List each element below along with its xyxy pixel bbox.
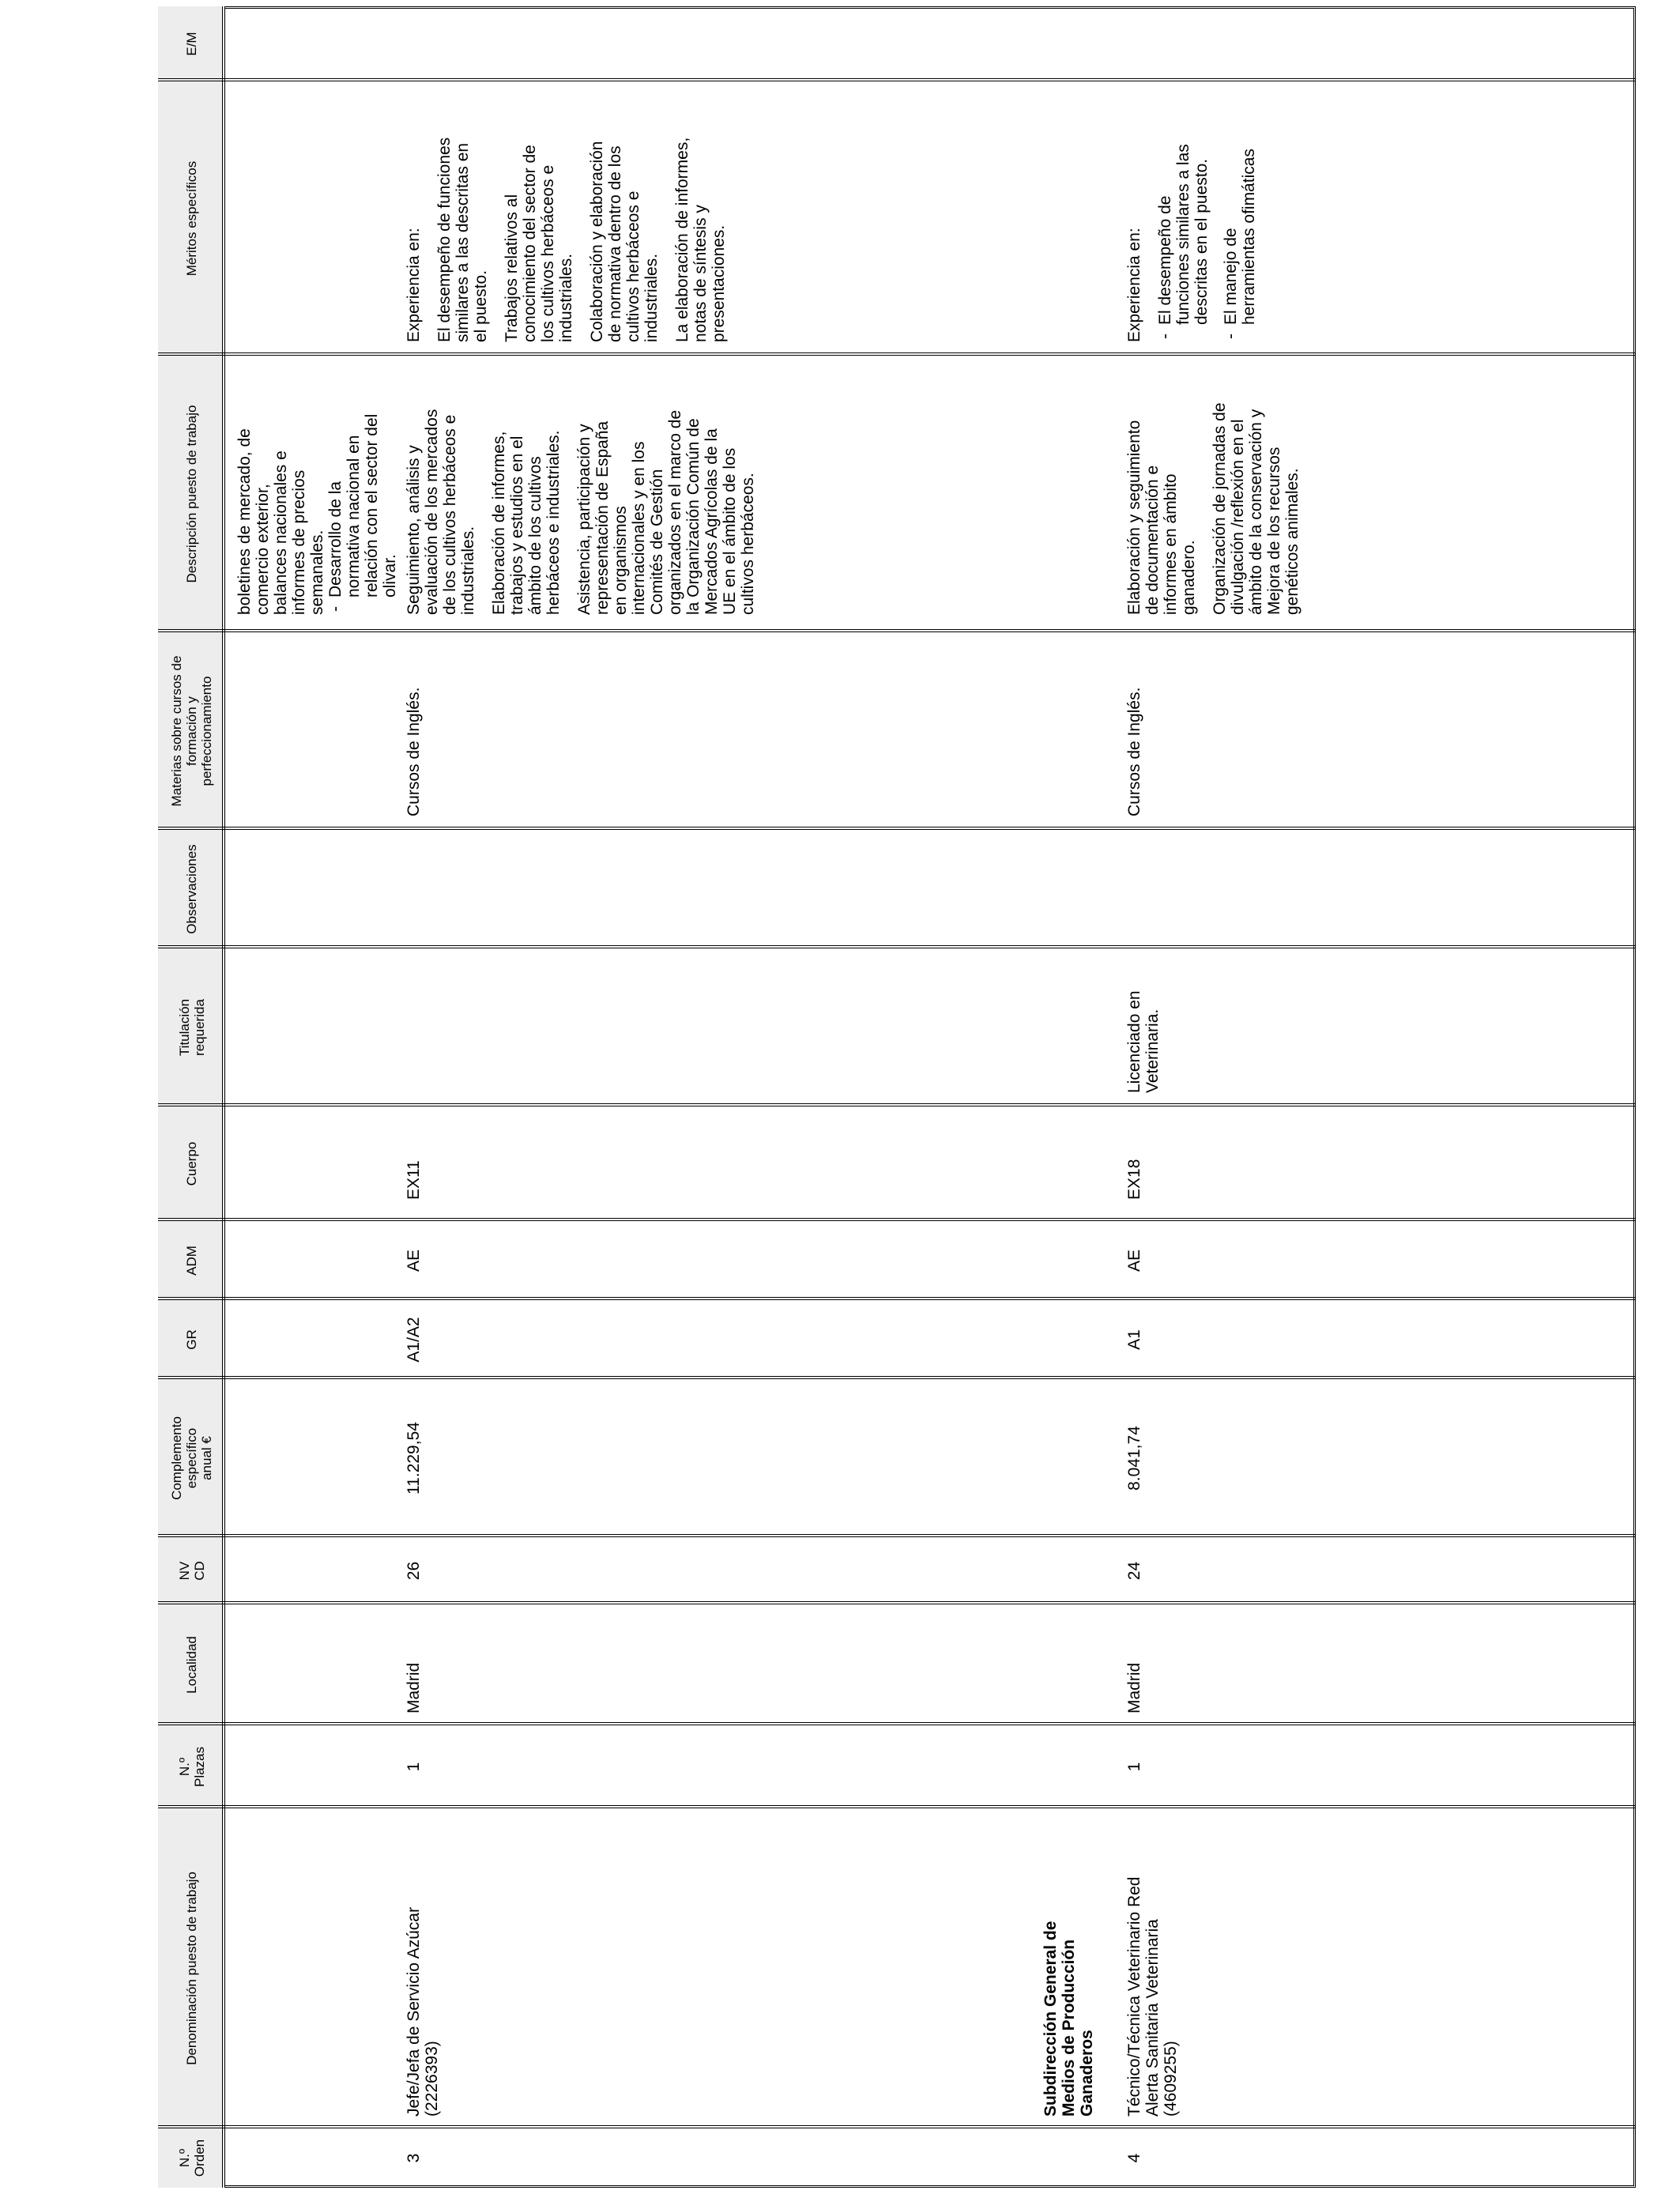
row-cuerpo: EX11: [405, 1160, 423, 1200]
row-plazas: 1: [405, 1762, 423, 1772]
column-divider: [158, 629, 1636, 632]
row-titulacion: Licenciado en Veterinaria.: [1125, 990, 1162, 1093]
row-meritos: [405, 85, 740, 342]
header-denominacion: Denominación puesto de trabajo: [184, 1872, 199, 2065]
row-descripcion: [1125, 362, 1314, 615]
continuation-list-item: - Desarrollo de la normativa nacional en relación con el sector del olivar.: [326, 362, 399, 615]
description-continuation: [235, 362, 399, 615]
header-observaciones: Observaciones: [184, 844, 199, 934]
column-divider: [158, 1805, 1636, 1808]
table-frame: [158, 6, 1636, 2188]
meritos-intro: Experiencia en:: [1125, 228, 1143, 342]
column-divider: [158, 1601, 1636, 1604]
description-paragraph: Organización de jornadas de divulgación /reflexión en el ámbito de la conservación y Mejora de los recursos genéticos animales.: [1211, 402, 1301, 615]
header-nivel: NV CD: [176, 1561, 207, 1581]
row-orden: 3: [405, 2153, 423, 2163]
merito-item: - El desempeño de funciones similares a las descritas en el puesto.: [1156, 85, 1211, 342]
row-cuerpo: EX18: [1125, 1159, 1143, 1200]
row-localidad: Madrid: [1125, 1662, 1143, 1713]
row-nivel: 24: [1125, 1561, 1143, 1581]
header-em: E/M: [184, 32, 199, 56]
header-grupo: GR: [184, 1329, 199, 1350]
header-meritos: Méritos específicos: [184, 160, 199, 277]
description-paragraph: Seguimiento, análisis y evaluación de los mercados de los cultivos herbáceos e industriales.: [405, 409, 477, 615]
merito-item: El desempeño de funciones similares a las descritas en el puesto.: [435, 137, 490, 342]
header-titulacion: Titulación requerida: [176, 998, 207, 1057]
column-divider: [158, 1722, 1636, 1725]
description-paragraph: Asistencia, participación y representación de España en organismos internacionales y en los Comités de Gestión organizados en el marco de la Organización Común de Mercados Agrícolas de la UE en el ámbito de los cultivos herbáceos.: [575, 409, 757, 615]
rpt-table: [158, 6, 1636, 2188]
header-orden: N.º Orden: [176, 2139, 207, 2177]
header-adm: ADM: [184, 1246, 199, 1276]
row-adm: AE: [405, 1250, 423, 1272]
header-cuerpo: Cuerpo: [184, 1141, 199, 1186]
merito-item: Colaboración y elaboración de normativa dentro de los cultivos herbáceos e industriales.: [588, 141, 661, 342]
header-localidad: Localidad: [184, 1636, 199, 1694]
merito-item: Trabajos relativos al conocimiento del sector de los cultivos herbáceos e industriales.: [503, 145, 575, 342]
column-divider: [158, 827, 1636, 830]
column-divider: [158, 1218, 1636, 1221]
description-paragraph: Elaboración y seguimiento de documentación e informes en ámbito ganadero.: [1125, 420, 1198, 615]
column-divider: [158, 1534, 1636, 1537]
row-descripcion: [405, 362, 770, 615]
header-plazas: N.º Plazas: [176, 1746, 207, 1788]
row-denominacion: Técnico/Técnica Veterinario Red Alerta Sanitaria Veterinaria (4609255): [1125, 1876, 1180, 2117]
row-plazas: 1: [1125, 1762, 1143, 1772]
row-orden: 4: [1125, 2153, 1143, 2163]
meritos-list: [1156, 85, 1258, 342]
row-cursos: Cursos de Inglés.: [1125, 687, 1143, 816]
column-divider: [158, 945, 1636, 948]
row-complemento: 8.041,74: [1125, 1426, 1143, 1491]
row-grupo: A1: [1125, 1329, 1143, 1350]
column-divider: [158, 78, 1636, 81]
description-paragraph: Elaboración de informes, trabajos y estudios en el ámbito de los cultivos herbáceos e industriales.: [490, 430, 563, 615]
header-cursos: Materias sobre cursos de formación y perfeccionamiento: [169, 655, 214, 807]
header-descripcion: Descripción puesto de trabajo: [184, 405, 199, 583]
row-meritos: [1125, 85, 1269, 342]
column-divider: [158, 352, 1636, 356]
continuation-text: boletines de mercado, de comercio exterior, balances nacionales e informes de precios semanales.: [235, 428, 326, 615]
row-localidad: Madrid: [405, 1662, 423, 1713]
continuation-list: [326, 362, 399, 615]
merito-item: La elaboración de informes, notas de síntesis y presentaciones.: [673, 137, 728, 342]
meritos-intro: Experiencia en:: [405, 228, 423, 342]
row-grupo: A1/A2: [405, 1317, 423, 1363]
row-adm: AE: [1125, 1250, 1143, 1272]
row-denominacion: Jefe/Jefa de Servicio Azúcar (2226393): [405, 1907, 441, 2117]
column-divider: [158, 1376, 1636, 1379]
header-complemento: Complemento específico anual €: [169, 1416, 214, 1500]
column-divider: [158, 1103, 1636, 1106]
row-complemento: 11.229,54: [405, 1422, 423, 1495]
section-title: Subdirección General de Medios de Producción Ganaderos: [1042, 1921, 1096, 2117]
row-cursos: Cursos de Inglés.: [405, 687, 423, 816]
merito-item: - El manejo de herramientas ofimáticas: [1222, 85, 1258, 342]
column-divider: [158, 2125, 1636, 2128]
column-divider: [158, 1297, 1636, 1300]
row-nivel: 26: [405, 1561, 423, 1581]
